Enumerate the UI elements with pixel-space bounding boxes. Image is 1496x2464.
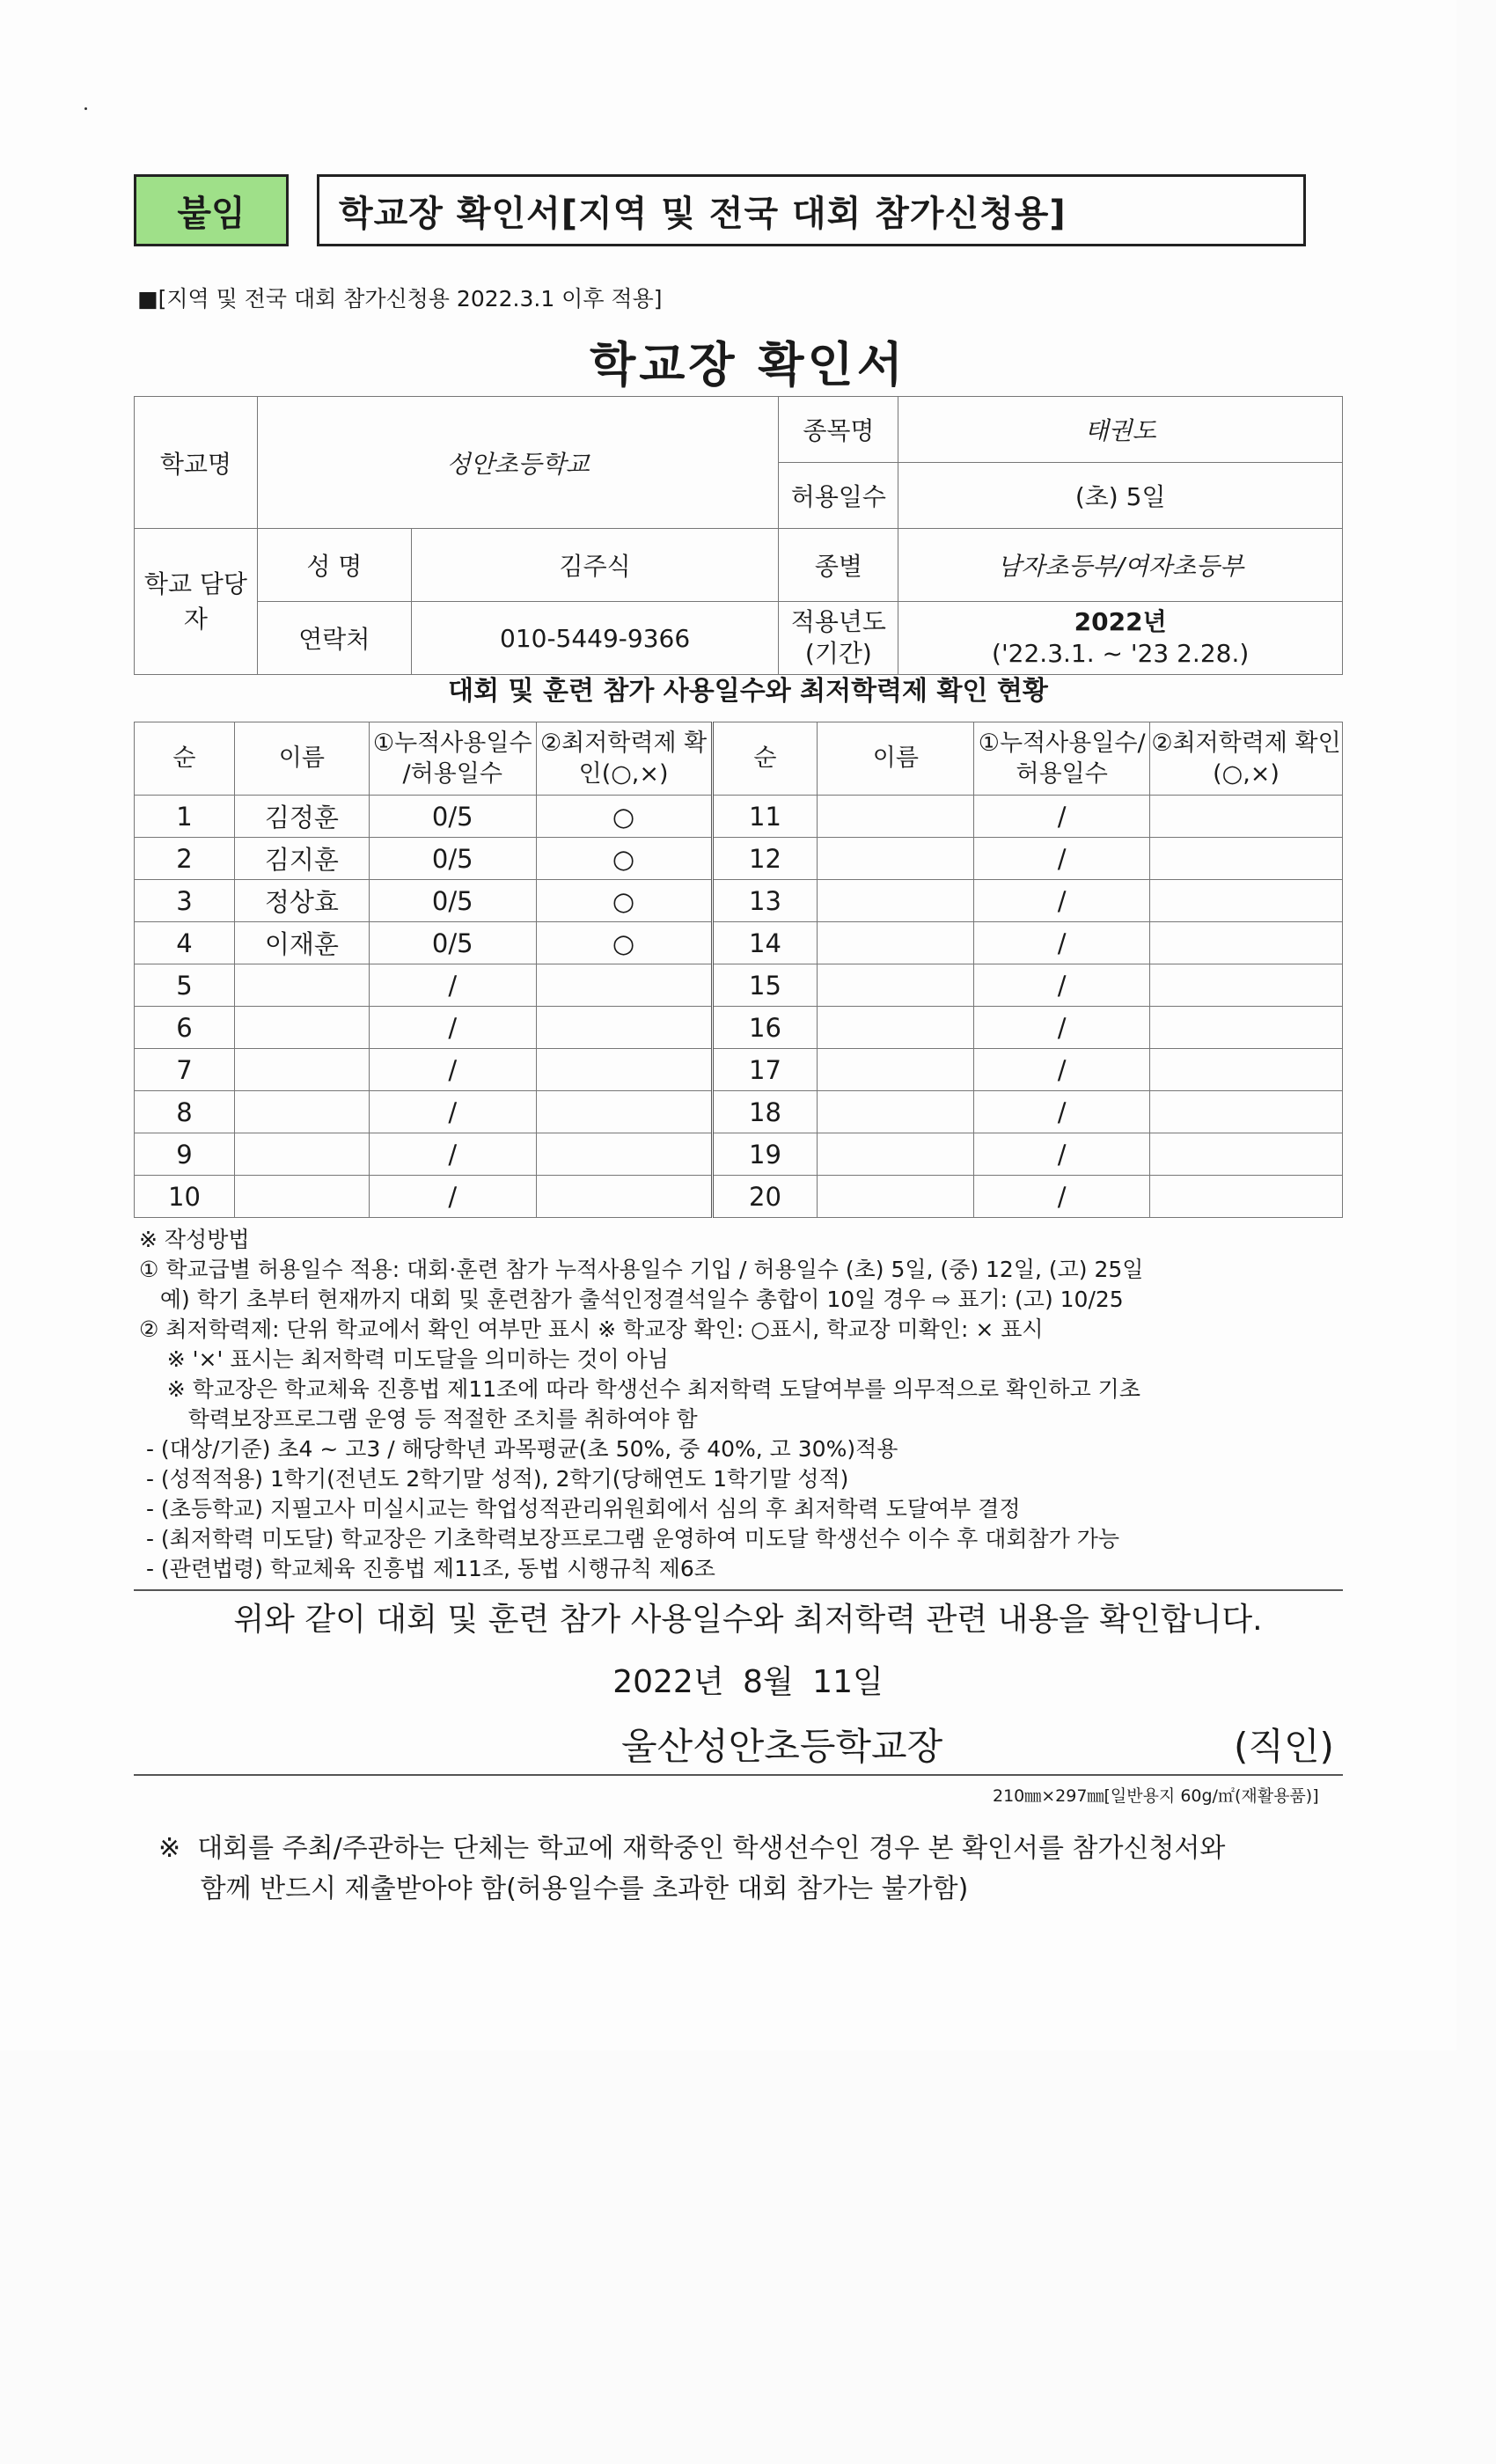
row-number: 15 xyxy=(712,964,818,1007)
used-days: / xyxy=(974,1007,1150,1049)
row-number: 4 xyxy=(135,922,235,964)
header-name: 이름 xyxy=(818,722,974,796)
row-number: 7 xyxy=(135,1049,235,1091)
header-no: 순 xyxy=(135,722,235,796)
row-number: 20 xyxy=(712,1176,818,1218)
student-name xyxy=(234,1091,369,1133)
sport-value: 태권도 xyxy=(898,397,1343,463)
used-days: / xyxy=(974,796,1150,838)
header-days: ①누적사용일수 /허용일수 xyxy=(369,722,536,796)
divider xyxy=(134,1589,1343,1591)
academic-check: ○ xyxy=(536,922,712,964)
student-name xyxy=(818,838,974,880)
academic-check: ○ xyxy=(536,880,712,922)
table-header-row xyxy=(135,722,1343,796)
table-row xyxy=(135,880,1343,922)
instruction-line: - (관련법령) 학교체육 진흥법 제11조, 동법 시행규칙 제6조 xyxy=(139,1556,715,1581)
row-number: 18 xyxy=(712,1091,818,1133)
academic-check xyxy=(1150,796,1343,838)
used-days: / xyxy=(974,1176,1150,1218)
student-name: 김정훈 xyxy=(234,796,369,838)
row-number: 10 xyxy=(135,1176,235,1218)
used-days: / xyxy=(369,1133,536,1176)
instruction-line: - (대상/기준) 초4 ~ 고3 / 해당학년 과목평균(초 50%, 중 40%, 고 30%)적용 xyxy=(139,1436,898,1462)
used-days: / xyxy=(974,880,1150,922)
table-row xyxy=(135,922,1343,964)
row-number: 12 xyxy=(712,838,818,880)
academic-check xyxy=(536,964,712,1007)
header-days: ①누적사용일수/ 허용일수 xyxy=(974,722,1150,796)
manager-label: 학교 담당자 xyxy=(135,529,258,675)
student-name: 김지훈 xyxy=(234,838,369,880)
table-row xyxy=(135,1049,1343,1091)
used-days: / xyxy=(369,964,536,1007)
used-days: / xyxy=(974,838,1150,880)
row-number: 5 xyxy=(135,964,235,1007)
used-days: / xyxy=(369,1007,536,1049)
header-no: 순 xyxy=(712,722,818,796)
header-academic: ②최저학력제 확인(○,×) xyxy=(536,722,712,796)
category-value: 남자초등부/여자초등부 xyxy=(898,529,1343,602)
row-number: 9 xyxy=(135,1133,235,1176)
row-number: 11 xyxy=(712,796,818,838)
student-status-table xyxy=(134,722,1343,1218)
instruction-line: 학력보장프로그램 운영 등 적절한 조치를 취하여야 함 xyxy=(139,1406,698,1432)
divider xyxy=(134,1774,1343,1776)
academic-check xyxy=(536,1176,712,1218)
table-row xyxy=(135,838,1343,880)
row-number: 8 xyxy=(135,1091,235,1133)
allowed-days-label: 허용일수 xyxy=(779,463,898,529)
row-number: 13 xyxy=(712,880,818,922)
academic-check xyxy=(1150,1176,1343,1218)
paper-spec: 210㎜×297㎜[일반용지 60g/㎡(재활용품)] xyxy=(993,1786,1319,1806)
year-value xyxy=(898,602,1343,675)
row-number: 19 xyxy=(712,1133,818,1176)
academic-check xyxy=(1150,1049,1343,1091)
used-days: 0/5 xyxy=(369,838,536,880)
academic-check xyxy=(536,1133,712,1176)
year-text: 2022년 xyxy=(1074,606,1167,636)
used-days: / xyxy=(369,1091,536,1133)
academic-check xyxy=(1150,1133,1343,1176)
academic-check: ○ xyxy=(536,838,712,880)
header-title: 학교장 확인서[지역 및 전국 대회 참가신청용] xyxy=(317,174,1306,246)
used-days: / xyxy=(974,1133,1150,1176)
student-name xyxy=(818,1176,974,1218)
academic-check: ○ xyxy=(536,796,712,838)
instruction-line: ※ 작성방법 xyxy=(139,1227,250,1252)
category-label: 종별 xyxy=(779,529,898,602)
table-row xyxy=(135,1007,1343,1049)
student-name xyxy=(234,1133,369,1176)
instruction-line: - (초등학교) 지필고사 미실시교는 학업성적관리위원회에서 심의 후 최저학력 도달여부 결정 xyxy=(139,1496,1021,1522)
student-name xyxy=(818,880,974,922)
school-name-value: 성안초등학교 xyxy=(257,397,779,529)
used-days: 0/5 xyxy=(369,880,536,922)
period-text: ('22.3.1. ~ '23 2.28.) xyxy=(992,639,1250,668)
student-name xyxy=(818,1133,974,1176)
official-seal-label: (직인) xyxy=(1234,1725,1334,1768)
used-days: 0/5 xyxy=(369,796,536,838)
row-number: 16 xyxy=(712,1007,818,1049)
table-row xyxy=(135,1091,1343,1133)
academic-check xyxy=(1150,964,1343,1007)
footnote-line: 함께 반드시 제출받아야 함(허용일수를 초과한 대회 참가는 불가함) xyxy=(158,1874,969,1904)
footnote-line: ※ 대회를 주최/주관하는 단체는 학교에 재학중인 학생선수인 경우 본 확인서를 참가신청서와 xyxy=(158,1833,1226,1864)
manager-name-label: 성 명 xyxy=(257,529,411,602)
attachment-badge: 붙임 xyxy=(134,174,289,246)
table-row xyxy=(135,796,1343,838)
student-name xyxy=(818,1007,974,1049)
used-days: / xyxy=(974,1049,1150,1091)
instruction-line: 예) 학기 초부터 현재까지 대회 및 훈련참가 출석인정결석일수 총합이 10일 경우 ⇨ 표기: (고) 10/25 xyxy=(139,1287,1124,1312)
confirmation-statement: 위와 같이 대회 및 훈련 참가 사용일수와 최저학력 관련 내용을 확인합니다. xyxy=(233,1602,1263,1638)
header-name: 이름 xyxy=(234,722,369,796)
used-days: / xyxy=(369,1176,536,1218)
document-title: 학교장 확인서 xyxy=(590,337,906,392)
school-info-table xyxy=(134,396,1343,675)
sport-label: 종목명 xyxy=(779,397,898,463)
student-name xyxy=(818,796,974,838)
row-number: 1 xyxy=(135,796,235,838)
instruction-line: ② 최저학력제: 단위 학교에서 확인 여부만 표시 ※ 학교장 확인: ○표시, 학교장 미확인: × 표시 xyxy=(139,1316,1044,1342)
student-name xyxy=(818,964,974,1007)
used-days: 0/5 xyxy=(369,922,536,964)
year-label: 적용년도 (기간) xyxy=(779,602,898,675)
used-days: / xyxy=(369,1049,536,1091)
student-name xyxy=(234,964,369,1007)
academic-check xyxy=(536,1049,712,1091)
issue-date: 2022년 8월 11일 xyxy=(612,1664,884,1700)
student-name xyxy=(234,1007,369,1049)
student-name xyxy=(234,1176,369,1218)
used-days: / xyxy=(974,964,1150,1007)
footnote xyxy=(158,1829,1338,1910)
academic-check xyxy=(1150,922,1343,964)
table-row xyxy=(135,1176,1343,1218)
instruction-line: ① 학교급별 허용일수 적용: 대회·훈련 참가 누적사용일수 기입 / 허용일수 (초) 5일, (중) 12일, (고) 25일 xyxy=(139,1257,1144,1282)
academic-check xyxy=(1150,838,1343,880)
row-number: 6 xyxy=(135,1007,235,1049)
academic-check xyxy=(1150,1091,1343,1133)
instruction-line: ※ '×' 표시는 최저학력 미도달을 의미하는 것이 아님 xyxy=(139,1346,669,1372)
row-number: 17 xyxy=(712,1049,818,1091)
student-name xyxy=(818,1049,974,1091)
applicability-note: ■[지역 및 전국 대회 참가신청용 2022.3.1 이후 적용] xyxy=(137,286,663,312)
writing-instructions xyxy=(139,1225,1353,1584)
academic-check xyxy=(1150,880,1343,922)
academic-check xyxy=(536,1091,712,1133)
student-name xyxy=(818,1091,974,1133)
school-name-label: 학교명 xyxy=(135,397,258,529)
student-name xyxy=(234,1049,369,1091)
table-row xyxy=(135,1133,1343,1176)
used-days: / xyxy=(974,1091,1150,1133)
row-number: 3 xyxy=(135,880,235,922)
academic-check xyxy=(536,1007,712,1049)
status-title: 대회 및 훈련 참가 사용일수와 최저학력제 확인 현황 xyxy=(448,676,1048,707)
row-number: 14 xyxy=(712,922,818,964)
contact-value: 010-5449-9366 xyxy=(411,602,779,675)
allowed-days-value: (초) 5일 xyxy=(898,463,1343,529)
table-row xyxy=(135,964,1343,1007)
manager-name-value: 김주식 xyxy=(411,529,779,602)
student-name xyxy=(818,922,974,964)
instruction-line: - (최저학력 미도달) 학교장은 기초학력보장프로그램 운영하여 미도달 학생선수 이수 후 대회참가 가능 xyxy=(139,1526,1120,1551)
student-name: 정상효 xyxy=(234,880,369,922)
row-number: 2 xyxy=(135,838,235,880)
scan-speck xyxy=(84,107,87,110)
contact-label: 연락처 xyxy=(257,602,411,675)
header-academic: ②최저학력제 확인(○,×) xyxy=(1150,722,1343,796)
academic-check xyxy=(1150,1007,1343,1049)
instruction-line: ※ 학교장은 학교체육 진흥법 제11조에 따라 학생선수 최저학력 도달여부를 의무적으로 확인하고 기초 xyxy=(139,1376,1140,1402)
student-name: 이재훈 xyxy=(234,922,369,964)
principal-signature: 울산성안초등학교장 xyxy=(621,1725,943,1768)
instruction-line: - (성적적용) 1학기(전년도 2학기말 성적), 2학기(당해연도 1학기말 성적) xyxy=(139,1466,849,1492)
used-days: / xyxy=(974,922,1150,964)
